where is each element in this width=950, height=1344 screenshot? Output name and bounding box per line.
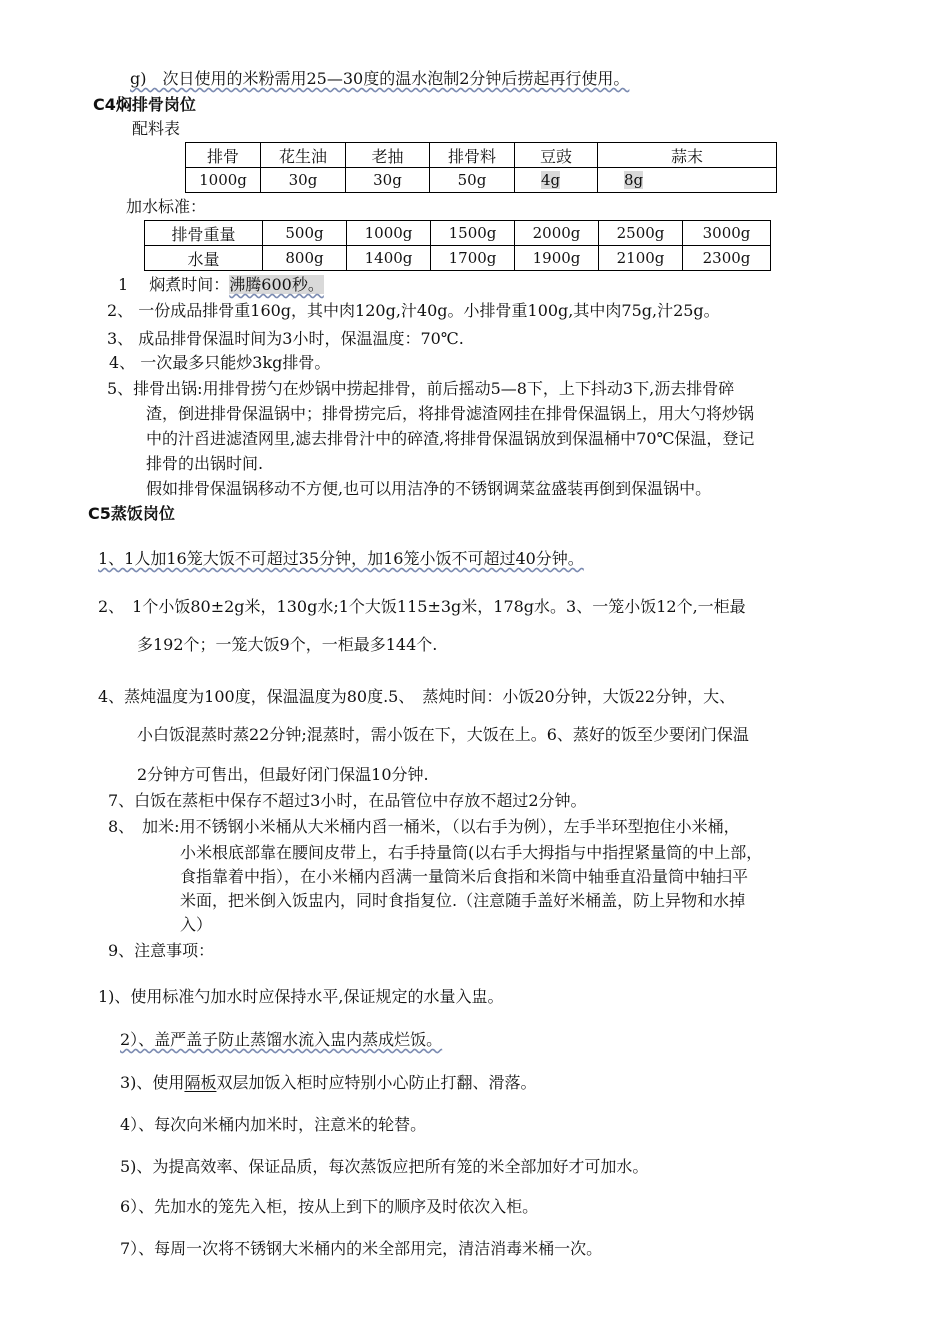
recipe-header-cell: 蒜末 bbox=[598, 143, 777, 168]
water-table bbox=[144, 220, 771, 271]
c5-item-9: 9、注意事项： bbox=[108, 941, 215, 960]
c4-item-2: 2、 一份成品排骨重160g，其中肉120g,汁40g。小排骨重100g,其中肉75g,汁25g。 bbox=[107, 301, 720, 320]
water-cell: 排骨重量 bbox=[145, 221, 263, 246]
water-cell: 2300g bbox=[683, 246, 771, 271]
c5-item-1: 1、1人加16笼大饭不可超过35分钟，加16笼小饭不可超过40分钟。 bbox=[98, 549, 584, 568]
recipe-header-cell: 排骨 bbox=[186, 143, 261, 168]
recipe-value-cell: 30g bbox=[346, 168, 430, 193]
water-cell: 1700g bbox=[431, 246, 515, 271]
water-cell: 2000g bbox=[515, 221, 599, 246]
section-heading-c4: C4焖排骨岗位 bbox=[93, 95, 196, 114]
water-cell: 2500g bbox=[599, 221, 683, 246]
c5-item-2-cont: 多192个；一笼大饭9个，一柜最多144个. bbox=[137, 635, 438, 654]
water-cell: 500g bbox=[263, 221, 347, 246]
c5-item-8: 8、 加米:用不锈钢小米桶从大米桶内舀一桶米，（以右手为例），左手半环型抱住小米桶， bbox=[108, 817, 740, 836]
note-2: 2）、盖严盖子防止蒸馏水流入盅内蒸成烂饭。 bbox=[120, 1030, 443, 1049]
recipe-table-label: 配料表 bbox=[132, 119, 181, 138]
line-g: g) 次日使用的米粉需用25—30度的温水泡制2分钟后捞起再行使用。 bbox=[130, 69, 630, 88]
recipe-header-cell: 豆豉 bbox=[515, 143, 598, 168]
water-cell: 3000g bbox=[683, 221, 771, 246]
recipe-value-cell: 4g bbox=[515, 168, 598, 193]
c5-item-8-cont: 小米根底部靠在腰间皮带上，右手持量筒(以右手大拇指与中指捏紧量筒的中上部， bbox=[180, 843, 763, 862]
water-cell: 1500g bbox=[431, 221, 515, 246]
recipe-value-cell: 8g bbox=[598, 168, 777, 193]
water-table-amount-row bbox=[145, 246, 771, 271]
note-5: 5)、为提高效率、保证品质，每次蒸饭应把所有笼的米全部加好才可加水。 bbox=[120, 1157, 649, 1176]
c4-item-5-cont: 中的汁舀进滤渣网里,滤去排骨汁中的碎渣,将排骨保温锅放到保温桶中70℃保温，登记 bbox=[146, 429, 755, 448]
note-4: 4）、每次向米桶内加米时，注意米的轮替。 bbox=[120, 1115, 427, 1134]
water-cell: 水量 bbox=[145, 246, 263, 271]
recipe-header-cell: 排骨料 bbox=[430, 143, 515, 168]
recipe-value-cell: 30g bbox=[261, 168, 346, 193]
water-table-label: 加水标准： bbox=[126, 197, 207, 216]
c4-item-5-cont: 排骨的出锅时间. bbox=[146, 454, 264, 473]
c4-item-4: 4、 一次最多只能炒3kg排骨。 bbox=[109, 353, 331, 372]
note-3: 3)、使用隔板双层加饭入柜时应特别小心防止打翻、滑落。 bbox=[120, 1073, 537, 1092]
c5-item-8-cont: 米面，把米倒入饭盅内，同时食指复位.（注意随手盖好米桶盖，防上异物和水掉 bbox=[180, 891, 746, 910]
c5-item-2: 2、 1个小饭80±2g米，130g水;1个大饭115±3g米，178g水。3、一笼小饭12个,一柜最 bbox=[98, 597, 746, 616]
recipe-value-cell: 1000g bbox=[186, 168, 261, 193]
recipe-table-value-row bbox=[186, 168, 777, 193]
c4-item-5: 5、排骨出锅:用排骨捞勺在炒锅中捞起排骨，前后摇动5—8下，上下抖动3下,沥去排骨碎 bbox=[107, 379, 735, 398]
water-cell: 800g bbox=[263, 246, 347, 271]
note-6: 6）、先加水的笼先入柜，按从上到下的顺序及时依次入柜。 bbox=[120, 1197, 539, 1216]
c5-item-4: 4、蒸炖温度为100度，保温温度为80度.5、 蒸炖时间：小饭20分钟，大饭22分钟，大、 bbox=[98, 687, 736, 706]
recipe-header-cell: 花生油 bbox=[261, 143, 346, 168]
c5-item-8-cont: 食指靠着中指），在小米桶内舀满一量筒米后食指和米筒中轴垂直沿量筒中轴扫平 bbox=[180, 867, 749, 886]
c4-item-1: 1 焖煮时间：沸腾600秒。 bbox=[118, 275, 324, 294]
water-cell: 1000g bbox=[347, 221, 431, 246]
c4-item-3: 3、 成品排骨保温时间为3小时，保温温度：70℃. bbox=[107, 329, 464, 348]
note-1: 1)、使用标准勺加水时应保持水平,保证规定的水量入盅。 bbox=[98, 987, 504, 1006]
note-7: 7）、每周一次将不锈钢大米桶内的米全部用完，清洁消毒米桶一次。 bbox=[120, 1239, 603, 1258]
water-cell: 1400g bbox=[347, 246, 431, 271]
c5-item-8-cont: 入） bbox=[180, 915, 213, 934]
recipe-value-cell: 50g bbox=[430, 168, 515, 193]
c5-item-4-cont: 小白饭混蒸时蒸22分钟;混蒸时，需小饭在下，大饭在上。6、蒸好的饭至少要闭门保温 bbox=[137, 725, 749, 744]
recipe-table bbox=[185, 142, 777, 193]
recipe-table-header-row bbox=[186, 143, 777, 168]
water-table-weight-row bbox=[145, 221, 771, 246]
c5-item-7: 7、白饭在蒸柜中保存不超过3小时，在品管位中存放不超过2分钟。 bbox=[108, 791, 587, 810]
c4-item-5-note: 假如排骨保温锅移动不方便,也可以用洁净的不锈钢调菜盆盛装再倒到保温锅中。 bbox=[146, 479, 712, 498]
c5-item-4-cont: 2分钟方可售出，但最好闭门保温10分钟. bbox=[137, 765, 429, 784]
water-cell: 1900g bbox=[515, 246, 599, 271]
c4-item-5-cont: 渣，倒进排骨保温锅中；排骨捞完后，将排骨滤渣网挂在排骨保温锅上，用大勺将炒锅 bbox=[146, 404, 755, 423]
water-cell: 2100g bbox=[599, 246, 683, 271]
section-heading-c5: C5蒸饭岗位 bbox=[88, 504, 175, 523]
recipe-header-cell: 老抽 bbox=[346, 143, 430, 168]
